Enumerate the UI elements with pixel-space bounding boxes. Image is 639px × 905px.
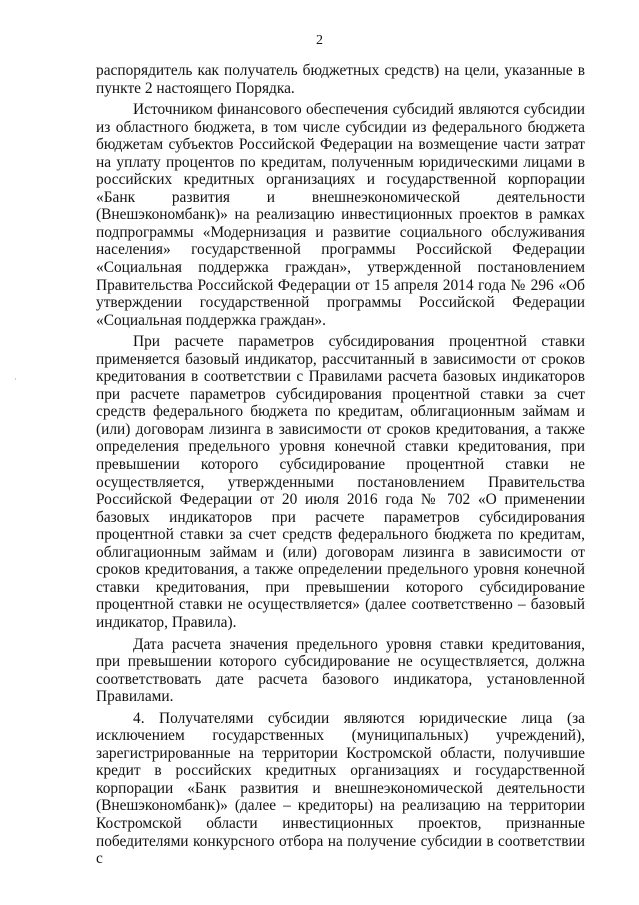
paragraph-continuation: распорядитель как получатель бюджетных средств) на цели, указанные в пункте 2 настоящего Порядка. (96, 62, 585, 97)
paragraph-calculation-date: Дата расчета значения предельного уровня ставки кредитования, при превышении которого субсидирование не осуществляется, должна соответствовать дате расчета базового индикатора, установленной Правилами. (96, 635, 585, 706)
paragraph-funding-source: Источником финансового обеспечения субсидий являются субсидии из областного бюджета, в том числе субсидии из федерального бюджета бюджетам субъектов Российской Федерации на возмещение части затрат на уплату процентов по кредитам, полученным юридическими лицами в российских кредитных организациях и государственной корпорации «Банк развития и внешнеэкономической деятельности (Внешэкономбанк)» на реализацию инвестиционных проектов в рамках подпрограммы «Модернизация и развитие социального обслуживания населения» государственной программы Российской Федерации «Социальная поддержка граждан», утвержденной постановлением Правительства Российской Федерации от 15 апреля 2014 года № 296 «Об утверждении государственной программы Российской Федерации «Социальная поддержка граждан». (96, 101, 585, 329)
paragraph-base-indicator: При расчете параметров субсидирования процентной ставки применяется базовый индикатор, рассчитанный в зависимости от сроков кредитования в соответствии с Правилами расчета базовых индикаторов при расчете параметров субсидирования процентной ставки за счет средств федерального бюджета по кредитам, облигационным займам и (или) договорам лизинга в зависимости от сроков кредитования, а также определения предельного уровня конечной ставки кредитования, при превышении которого субсидирование процентной ставки не осуществляется, утвержденными постановлением Правительства Российской Федерации от 20 июля 2016 года № 702 «О применении базовых индикаторов при расчете параметров субсидирования процентной ставки за счет средств федерального бюджета по кредитам, облигационным займам и (или) договорам лизинга в зависимости от сроков кредитования, а также определении предельного уровня конечной ставки кредитования, при превышении которого субсидирование процентной ставки не осуществляется» (далее соответственно – базовый индикатор, Правила). (96, 333, 585, 631)
paragraph-recipients: 4. Получателями субсидии являются юридические лица (за исключением государственных (муниципальных) учреждений), зарегистрированные на территории Костромской области, получившие кредит в российских кредитных организациях и государственной корпорации «Банк развития и внешнеэкономической деятельности (Внешэкономбанк)» (далее – кредиторы) на реализацию на территории Костромской области инвестиционных проектов, признанные победителями конкурсного отбора на получение субсидии в соответствии с (96, 709, 585, 868)
page-number: 2 (316, 33, 323, 48)
margin-mark: · (14, 374, 17, 384)
document-body (96, 62, 585, 872)
